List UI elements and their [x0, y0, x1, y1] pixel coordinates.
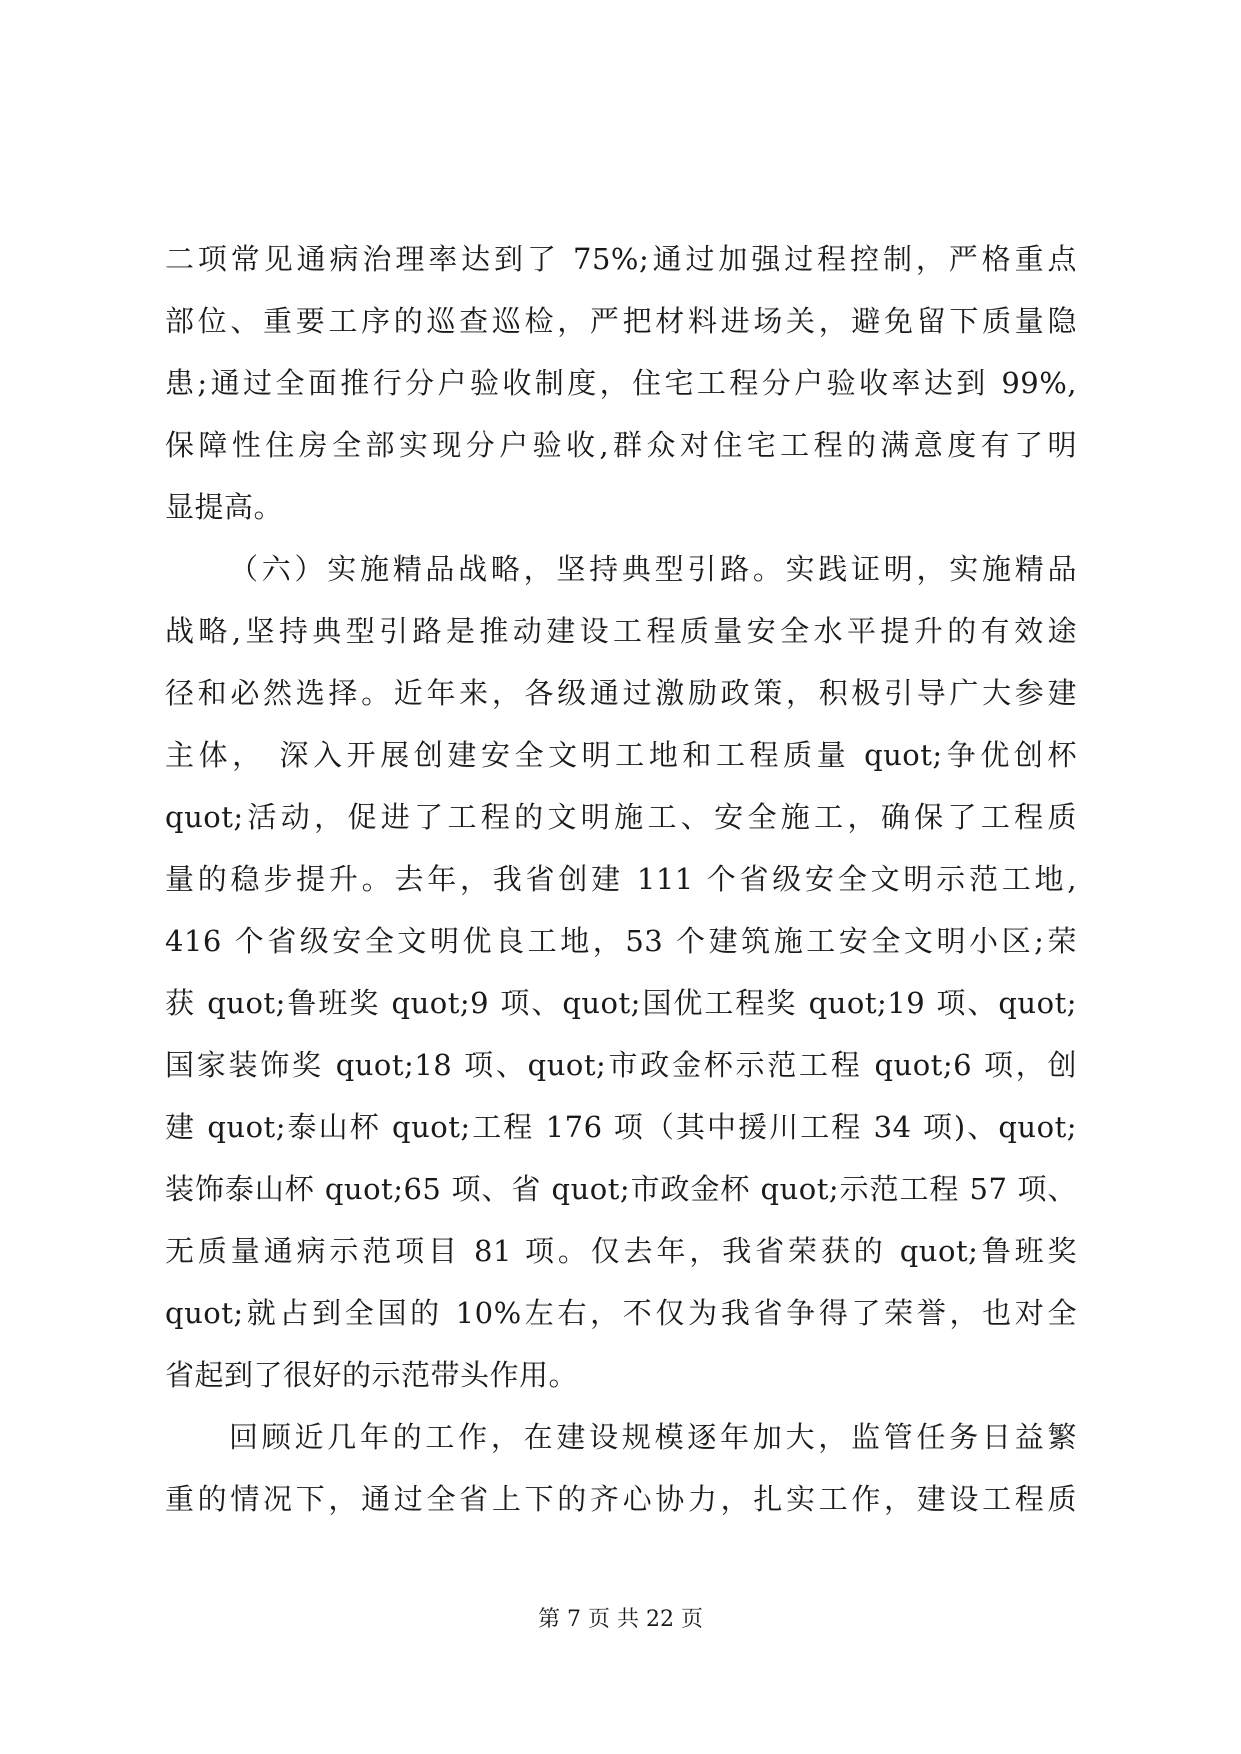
text-line: 二项常见通病治理率达到了 75%;通过加强过程控制，严格重点 [165, 242, 1077, 276]
text-line: 416 个省级安全文明优良工地，53 个建筑施工安全文明小区;荣 [165, 924, 1077, 958]
paragraph-first-line: 回顾近几年的工作，在建设规模逐年加大，监管任务日益繁 [229, 1420, 1077, 1454]
text-line: 装饰泰山杯 quot;65 项、省 quot;市政金杯 quot;示范工程 57 项、 [165, 1172, 1077, 1206]
text-line: 省起到了很好的示范带头作用。 [165, 1358, 579, 1392]
text-line: 重的情况下，通过全省上下的齐心协力，扎实工作，建设工程质 [165, 1482, 1077, 1516]
text-line: 径和必然选择。近年来，各级通过激励政策，积极引导广大参建 [165, 676, 1077, 710]
text-line: 主体， 深入开展创建安全文明工地和工程质量 quot;争优创杯 [165, 738, 1077, 772]
text-line: 部位、重要工序的巡查巡检，严把材料进场关，避免留下质量隐 [165, 304, 1077, 338]
text-line: 获 quot;鲁班奖 quot;9 项、quot;国优工程奖 quot;19 项、quot; [165, 986, 1077, 1020]
text-line: 无质量通病示范项目 81 项。仅去年，我省荣获的 quot;鲁班奖 [165, 1234, 1077, 1268]
text-line: 国家装饰奖 quot;18 项、quot;市政金杯示范工程 quot;6 项，创 [165, 1048, 1077, 1082]
page-number: 第 7 页 共 22 页 [538, 1607, 703, 1632]
document-body [165, 228, 1077, 1530]
text-line: 显提高。 [165, 490, 284, 524]
text-line: 建 quot;泰山杯 quot;工程 176 项（其中援川工程 34 项)、quot; [165, 1110, 1077, 1144]
text-line: quot;就占到全国的 10%左右，不仅为我省争得了荣誉，也对全 [165, 1296, 1077, 1330]
text-line: 患;通过全面推行分户验收制度，住宅工程分户验收率达到 99%, [165, 366, 1077, 400]
text-line: 战略,坚持典型引路是推动建设工程质量安全水平提升的有效途 [165, 614, 1077, 648]
text-line: quot;活动，促进了工程的文明施工、安全施工，确保了工程质 [165, 800, 1077, 834]
text-line: 量的稳步提升。去年，我省创建 111 个省级安全文明示范工地, [165, 862, 1077, 896]
paragraph-first-line: （六）实施精品战略，坚持典型引路。实践证明，实施精品 [229, 552, 1077, 586]
text-line: 保障性住房全部实现分户验收,群众对住宅工程的满意度有了明 [165, 428, 1077, 462]
